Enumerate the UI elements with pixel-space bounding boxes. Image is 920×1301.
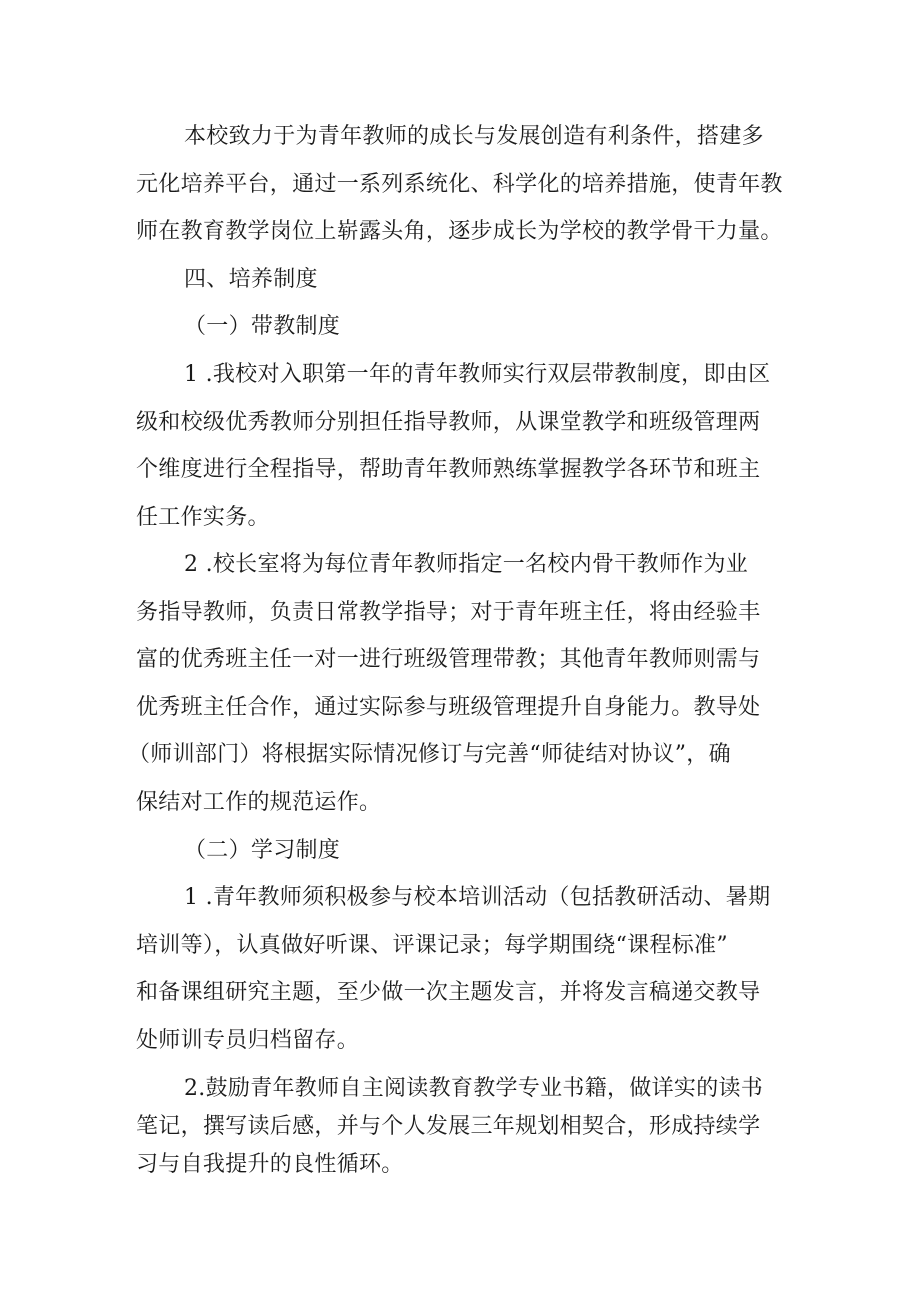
- mentoring-item-2-line-1: 2 .校长室将为每位青年教师指定一名校内骨干教师作为业: [184, 552, 749, 577]
- learning-item-2-line-2: 笔记，撰写读后感，并与个人发展三年规划相契合，形成持续学: [136, 1114, 761, 1139]
- mentoring-item-2-line-4: 优秀班主任合作，通过实际参与班级管理提升自身能力。教导处: [136, 695, 761, 720]
- learning-item-1-line-2: 培训等），认真做好听课、评课记录；每学期围绕“课程标准”: [136, 933, 728, 958]
- learning-item-2-line-1: 2.鼓励青年教师自主阅读教育教学专业书籍，做详实的读书: [184, 1076, 764, 1101]
- paragraph-intro-line-1: 本校致力于为青年教师的成长与发展创造有利条件，搭建多: [184, 124, 764, 149]
- mentoring-item-1-line-4: 任工作实务。: [136, 505, 270, 530]
- paragraph-intro-line-3: 师在教育教学岗位上崭露头角，逐步成长为学校的教学骨干力量。: [136, 219, 783, 244]
- mentoring-item-1-line-1: 1 .我校对入职第一年的青年教师实行双层带教制度，即由区: [184, 362, 771, 387]
- subsection-heading-mentoring: （一）带教制度: [184, 314, 341, 339]
- paragraph-intro-line-2: 元化培养平台，通过一系列系统化、科学化的培养措施，使青年教: [136, 172, 783, 197]
- mentoring-item-2-line-3: 富的优秀班主任一对一进行班级管理带教；其他青年教师则需与: [136, 647, 761, 672]
- mentoring-item-2-line-6: 保结对工作的规范运作。: [136, 790, 382, 815]
- mentoring-item-2-line-2: 务指导教师，负责日常教学指导；对于青年班主任，将由经验丰: [136, 600, 761, 625]
- subsection-heading-learning: （二）学习制度: [184, 838, 341, 863]
- learning-item-1-line-3: 和备课组研究主题，至少做一次主题发言，并将发言稿递交教导: [136, 980, 761, 1005]
- learning-item-2-line-3: 习与自我提升的良性循环。: [136, 1152, 404, 1177]
- mentoring-item-1-line-3: 个维度进行全程指导，帮助青年教师熟练掌握教学各环节和班主: [136, 457, 761, 482]
- mentoring-item-2-line-5: （师训部门）将根据实际情况修订与完善“师徒结对协议”，确: [128, 742, 731, 767]
- section-heading: 四、培养制度: [184, 267, 318, 292]
- mentoring-item-1-line-2: 级和校级优秀教师分别担任指导教师，从课堂教学和班级管理两: [136, 410, 761, 435]
- learning-item-1-line-1: 1 .青年教师须积极参与校本培训活动（包括教研活动、暑期: [184, 885, 771, 910]
- learning-item-1-line-4: 处师训专员归档留存。: [136, 1028, 360, 1053]
